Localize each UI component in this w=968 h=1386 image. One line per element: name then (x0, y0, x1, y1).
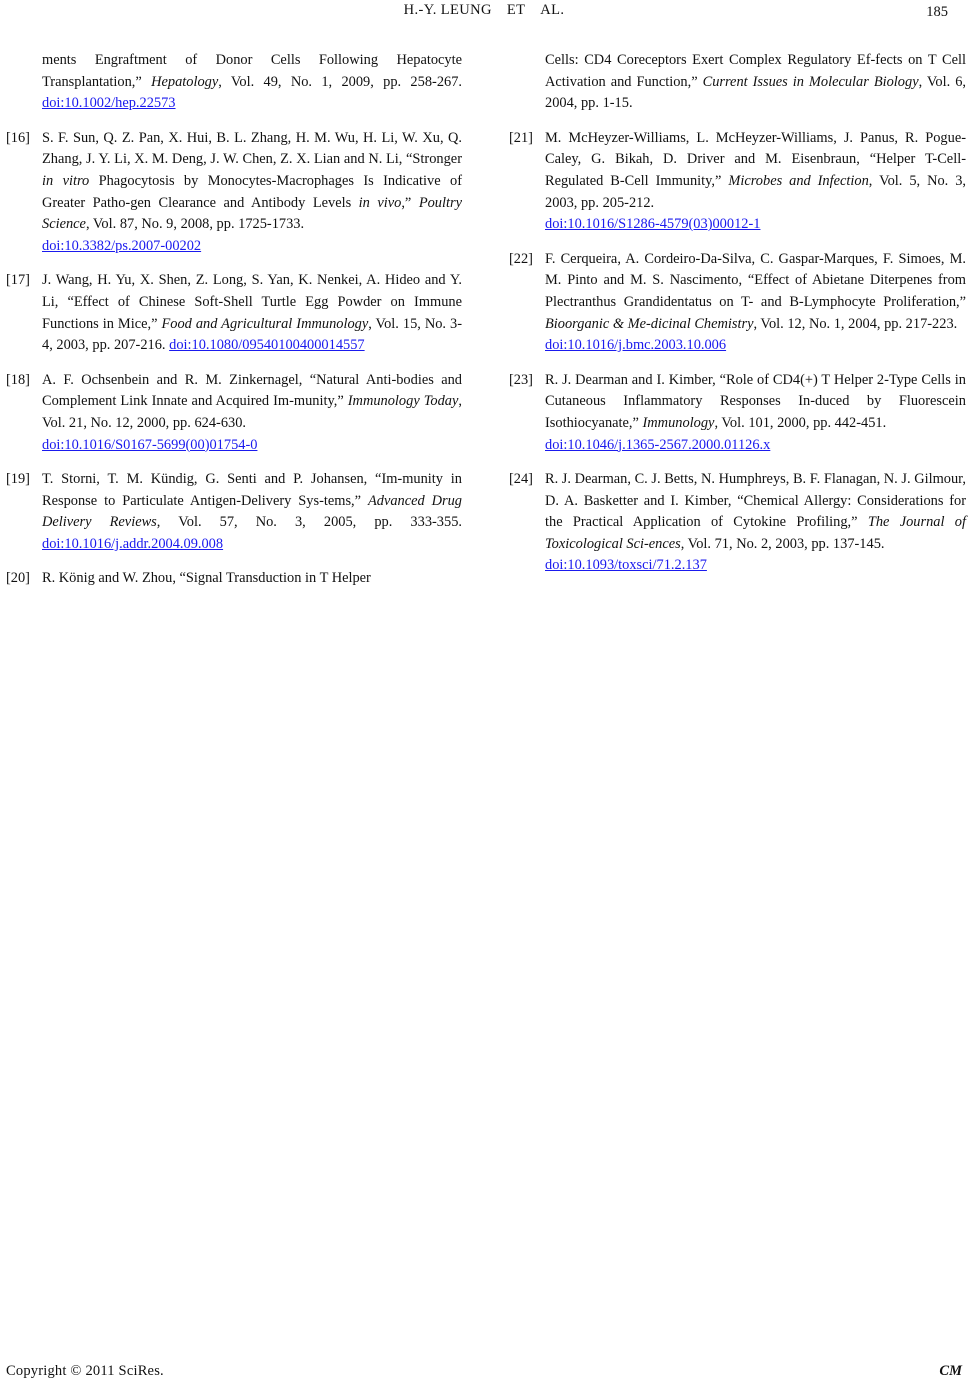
journal-title: Immunology Today (347, 393, 459, 410)
ref-text: ,” (401, 194, 419, 211)
doi-link[interactable]: doi:10.1002/hep.22573 (42, 95, 176, 112)
ref-text: , Vol. 5, No. 3, 2003, pp. 205-212. (545, 172, 966, 211)
running-head: H.-Y. LEUNG ET AL. (403, 2, 565, 18)
journal-title: Current Issues in Molecular Biology (702, 73, 919, 90)
ref-text: , Vol. 57, No. 3, 2005, pp. 333-355. (156, 514, 462, 531)
doi-link[interactable]: doi:10.1016/j.bmc.2003.10.006 (545, 337, 727, 354)
copyright-notice: Copyright © 2011 SciRes. (6, 1363, 164, 1379)
page-number: 185 (926, 4, 948, 20)
journal-abbreviation: CM (939, 1363, 962, 1379)
reference-15-continued (6, 50, 462, 115)
reference-number: [16] (6, 129, 30, 146)
reference-number: [22] (509, 250, 533, 267)
ref-text: S. F. Sun, Q. Z. Pan, X. Hui, B. L. Zhang, H. M. Wu, H. Li, W. Xu, Q. Zhang, J. Y. Li, X. M. Deng, J. W. Chen, Z. X. Lian and N. Li, “Stronger (42, 129, 462, 168)
reference-16 (6, 128, 462, 258)
ref-text: , Vol. 49, No. 1, 2009, pp. 258-267. (218, 73, 462, 90)
reference-number: [21] (509, 129, 533, 146)
journal-title: Food and Agricultural Immunology (161, 315, 369, 332)
ref-text: , Vol. 15, No. 3-4, 2003, pp. 207-216. (42, 315, 463, 354)
doi-link[interactable]: doi:10.1080/09540100400014557 (169, 337, 365, 354)
reference-number: [23] (509, 371, 533, 388)
reference-number: [18] (6, 371, 30, 388)
journal-title: Bioorganic & Me-dicinal Chemistry (545, 315, 754, 332)
ref-text: F. Cerqueira, A. Cordeiro-Da-Silva, C. Gaspar-Marques, F. Simoes, M. M. Pinto and M. S. Nascimento, “Effect of Abietane Diterpenes from Plectranthus Grandidentatus on T- and B-Lymphocyte Proliferation,” (545, 250, 966, 310)
reference-22 (509, 249, 966, 357)
journal-title: Hepatology (151, 73, 219, 90)
reference-number: [20] (6, 570, 30, 587)
italic-term: in vitro (42, 172, 90, 189)
ref-text: A. F. Ochsenbein and R. M. Zinkernagel, “Natural Anti-bodies and Complement Link Innate and Acquired Im-munity,” (42, 371, 462, 410)
doi-link[interactable]: doi:10.1093/toxsci/71.2.137 (545, 557, 707, 574)
ref-text: , Vol. 87, No. 9, 2008, pp. 1725-1733. (85, 216, 305, 233)
doi-link[interactable]: doi:10.1016/S0167-5699(00)01754-0 (42, 436, 258, 453)
ref-text: , Vol. 101, 2000, pp. 442-451. (714, 414, 887, 431)
ref-text: , Vol. 6, 2004, pp. 1-15. (545, 73, 966, 112)
reference-21 (509, 128, 966, 236)
ref-text: R. König and W. Zhou, “Signal Transduction in T Helper (42, 570, 371, 587)
reference-24 (509, 469, 966, 577)
journal-title: The Journal of Toxicological Sci-ences (545, 514, 966, 552)
right-column (509, 50, 966, 590)
italic-term: in vivo (358, 194, 402, 211)
reference-number: [19] (6, 471, 30, 488)
reference-18 (6, 370, 462, 456)
doi-link[interactable]: doi:10.1046/j.1365-2567.2000.01126.x (545, 436, 771, 453)
reference-20-continued (509, 50, 966, 115)
reference-23 (509, 370, 966, 456)
left-column (6, 50, 462, 603)
reference-19 (6, 469, 462, 555)
ref-text: J. Wang, H. Yu, X. Shen, Z. Long, S. Yan, K. Nenkei, A. Hideo and Y. Li, “Effect of Chinese Soft-Shell Turtle Egg Powder on Immune Functions in Mice,” (42, 272, 462, 332)
reference-20 (6, 568, 462, 590)
doi-link[interactable]: doi:10.3382/ps.2007-00202 (42, 237, 202, 254)
ref-text: T. Storni, T. M. Kündig, G. Senti and P. Johansen, “Im-munity in Response to Particulate Antigen-Delivery Sys-tems,” (42, 471, 462, 509)
ref-text: R. J. Dearman and I. Kimber, “Role of CD4(+) T Helper 2-Type Cells in Cutaneous Inflammatory Responses In-duced by Fluorescein Isothiocyanate,” (545, 371, 966, 431)
journal-title: Microbes and Infection (728, 172, 869, 189)
ref-text: , Vol. 12, No. 1, 2004, pp. 217-223. (753, 315, 958, 332)
ref-text: , Vol. 71, No. 2, 2003, pp. 137-145. (680, 535, 885, 552)
ref-text: Cells: CD4 Coreceptors Exert Complex Regulatory Ef-fects on T Cell Activation and Function,” (545, 52, 966, 90)
reference-17 (6, 270, 462, 356)
ref-text: R. J. Dearman, C. J. Betts, N. Humphreys, B. F. Flanagan, N. J. Gilmour, D. A. Basketter and I. Kimber, “Chemical Allergy: Considerations for the Practical Application of Cytokine Profiling,” (545, 471, 966, 531)
reference-number: [17] (6, 272, 30, 289)
ref-text: ments Engraftment of Donor Cells Following Hepatocyte Transplantation,” (42, 52, 462, 90)
ref-text: Phagocytosis by Monocytes-Macrophages Is Indicative of Greater Patho-gen Clearance and Antibody Levels (42, 172, 462, 211)
journal-title: Advanced Drug Delivery Reviews (42, 492, 462, 531)
journal-title: Poultry Science (42, 194, 462, 233)
ref-text: , Vol. 21, No. 12, 2000, pp. 624-630. (42, 393, 462, 431)
journal-title: Immunology (642, 414, 715, 431)
doi-link[interactable]: doi:10.1016/j.addr.2004.09.008 (42, 535, 224, 552)
ref-text: M. McHeyzer-Williams, L. McHeyzer-Williams, J. Panus, R. Pogue-Caley, G. Bikah, D. Driver and M. Eisenbraun, “Helper T-Cell-Regulated B-Cell Immunity,” (545, 129, 966, 189)
reference-number: [24] (509, 471, 533, 488)
doi-link[interactable]: doi:10.1016/S1286-4579(03)00012-1 (545, 216, 761, 233)
